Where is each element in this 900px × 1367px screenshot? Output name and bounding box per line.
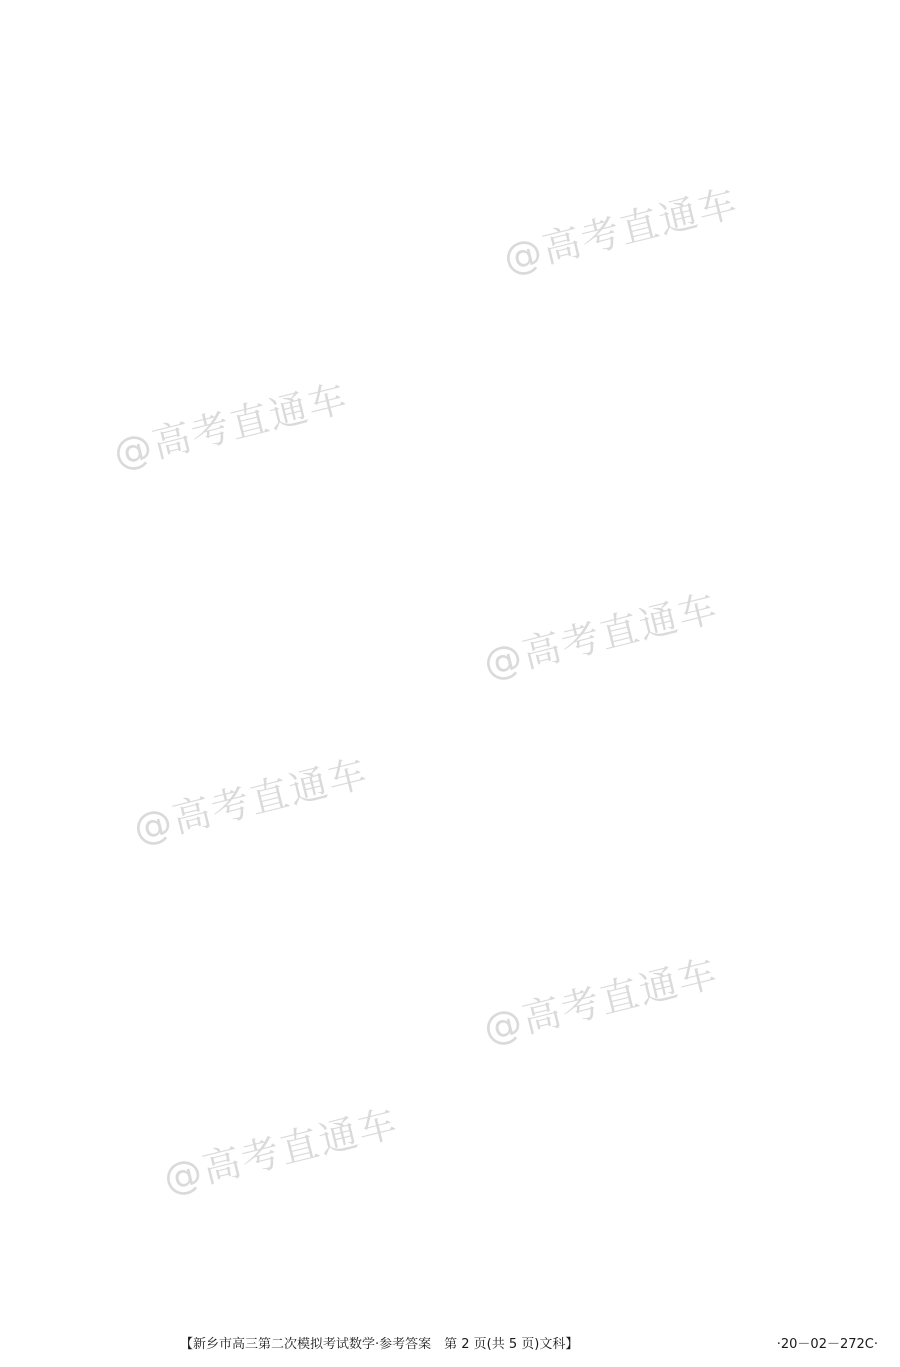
watermark: @高考直通车	[499, 180, 743, 282]
watermark: @高考直通车	[129, 750, 373, 852]
watermark: @高考直通车	[479, 950, 723, 1052]
watermark: @高考直通车	[109, 375, 353, 477]
watermark: @高考直通车	[479, 585, 723, 687]
footer-title: 【新乡市高三第二次模拟考试数学·参考答案 第 2 页(共 5 页)文科】	[180, 1337, 579, 1352]
footer-code: ·20－02－272C·	[776, 1337, 878, 1352]
watermark: @高考直通车	[159, 1100, 403, 1202]
